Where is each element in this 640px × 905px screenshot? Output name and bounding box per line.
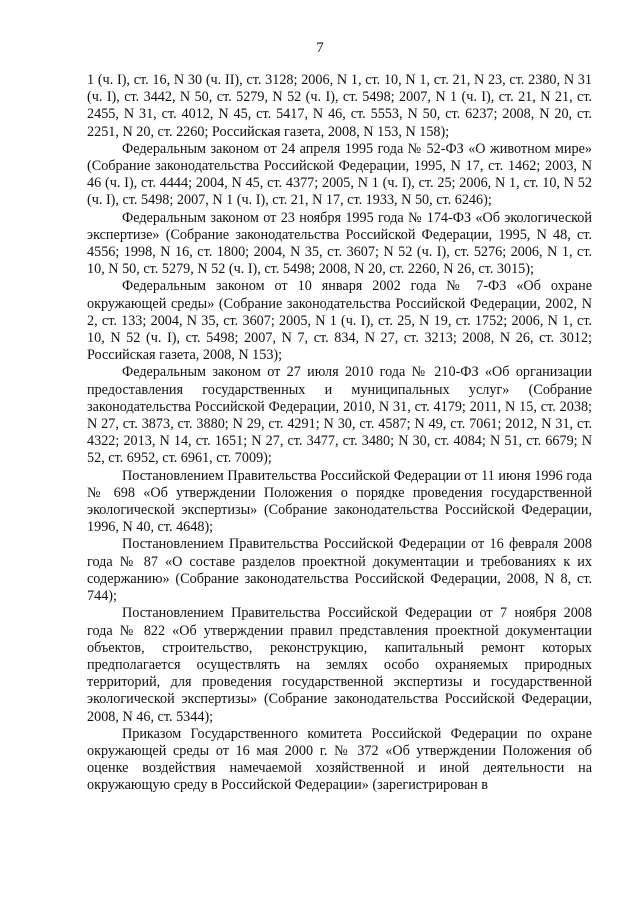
- paragraph-law-state-services: Федеральным законом от 27 июля 2010 года № 210-ФЗ «Об организации предоставления государственных и муниципальных услуг» (Собрание законодательства Российской Федерации, 2010, N 31, ст. 4179; 2011, N 15, ст. 2038; N 27, ст. 3873, ст. 3880; N 29, ст. 4291; N 30, ст. 4587; N 49, ст. 7061; 2012, N 31, ст. 4322; 2013, N 14, ст. 1651; N 27, ст. 3477, ст. 3480; N 30, ст. 4084; N 51, ст. 6679; N 52, ст. 6952, ст. 6961, ст. 7009);: [87, 364, 592, 467]
- paragraph-order-372: Приказом Государственного комитета Российской Федерации по охране окружающей среды от 16 мая 2000 г. № 372 «Об утверждении Положения об оценке воздействия намечаемой хозяйственной и иной деятельности на окружающую среду в Российской Федерации» (зарегистрирован в: [87, 725, 592, 794]
- paragraph-resolution-87: Постановлением Правительства Российской Федерации от 16 февраля 2008 года № 87 «О составе разделов проектной документации и требованиях к их содержанию» (Собрание законодательства Российской Федерации, 2008, N 8, ст. 744);: [87, 536, 592, 605]
- paragraph-law-ecological-expertise: Федеральным законом от 23 ноября 1995 года № 174-ФЗ «Об экологической экспертизе» (Собрание законодательства Российской Федерации, 1995, N 48, ст. 4556; 1998, N 16, ст. 1800; 2004, N 35, ст. 3607; N 52 (ч. I), ст. 5276; 2006, N 1, ст. 10, N 50, ст. 5279, N 52 (ч. I), ст. 5498; 2008, N 20, ст. 2260, N 26, ст. 3015);: [87, 209, 592, 278]
- paragraph-law-environment-protection: Федеральным законом от 10 января 2002 года № 7-ФЗ «Об охране окружающей среды» (Собрание законодательства Российской Федерации, 2002, N 2, ст. 133; 2004, N 35, ст. 3607; 2005, N 1 (ч. I), ст. 25, N 19, ст. 1752; 2006, N 1, ст. 10, N 52 (ч. I), ст. 5498; 2007, N 7, ст. 834, N 27, ст. 3213; 2008, N 26, ст. 3012; Российская газета, 2008, N 153);: [87, 278, 592, 364]
- document-body: [87, 72, 592, 795]
- paragraph-law-animal-world: Федеральным законом от 24 апреля 1995 года № 52-ФЗ «О животном мире» (Собрание законодательства Российской Федерации, 1995, N 17, ст. 1462; 2003, N 46 (ч. I), ст. 4444; 2004, N 45, ст. 4377; 2005, N 1 (ч. I), ст. 25; 2006, N 1, ст. 10, N 52 (ч. I), ст. 5498; 2007, N 1 (ч. I), ст. 21, N 17, ст. 1933, N 50, ст. 6246);: [87, 140, 592, 209]
- paragraph-resolution-698: Постановлением Правительства Российской Федерации от 11 июня 1996 года № 698 «Об утверждении Положения о порядке проведения государственной экологической экспертизы» (Собрание законодательства Российской Федерации, 1996, N 40, ст. 4648);: [87, 467, 592, 536]
- page-number: 7: [316, 40, 324, 56]
- paragraph-resolution-822: Постановлением Правительства Российской Федерации от 7 ноября 2008 года № 822 «Об утверждении правил представления проектной документации объектов, строительство, реконструкцию, капитальный ремонт которых предполагается осуществлять на землях особо охраняемых природных территорий, для проведения государственной экспертизы и государственной экологической экспертизы» (Собрание законодательства Российской Федерации, 2008, N 46, ст. 5344);: [87, 605, 592, 725]
- paragraph-continuation: 1 (ч. I), ст. 16, N 30 (ч. II), ст. 3128; 2006, N 1, ст. 10, N 1, ст. 21, N 23, ст. 2380, N 31 (ч. I), ст. 3442, N 50, ст. 5279, N 52 (ч. I), ст. 5498; 2007, N 1 (ч. I), ст. 21, N 21, ст. 2455, N 31, ст. 4012, N 45, ст. 5417, N 46, ст. 5553, N 50, ст. 6237; 2008, N 20, ст. 2251, N 20, ст. 2260; Российская газета, 2008, N 153, N 158);: [87, 72, 592, 140]
